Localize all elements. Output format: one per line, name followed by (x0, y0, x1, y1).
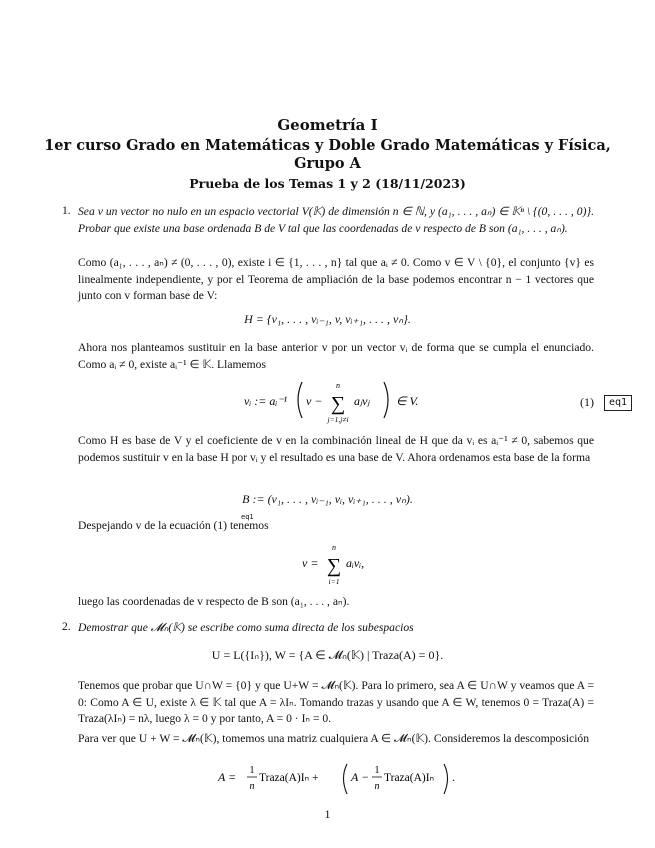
eq-v-lhs: v = (302, 556, 319, 570)
equation-decomposition (212, 760, 472, 800)
frac-num-2: 1 (374, 765, 380, 776)
problem-2-paragraph-1: Tenemos que probar que U∩W = {0} y que U+W = 𝓜ₙ(𝕂). Para lo primero, sea A ∈ U∩W y veamos que A = 0: Como A ∈ U, existe λ ∈ 𝕂 tal que A = λIₙ. Tomando trazas y usando que A ∈ W, tenemos 0 = Traza(A) = Traza(λIₙ) = nλ, luego λ = 0 y por tanto, A = 0 · Iₙ = 0. (78, 679, 594, 725)
eq1-v: v − (306, 394, 323, 408)
eq1-label-box: eq1 (604, 395, 632, 411)
eq1-number: (1) (580, 395, 594, 409)
course-title: Geometría I (277, 116, 378, 134)
eq1-sum-bottom: j=1,j≠i (327, 415, 349, 424)
eq-v-term: aᵢvᵢ, (346, 556, 365, 570)
problem-1-paragraph-4: Despejando v de la ecuación (1) tenemos (78, 519, 269, 532)
equation-1 (230, 368, 450, 428)
problem-2-paragraph-2: Para ver que U + W = 𝓜ₙ(𝕂), tomemos una matriz cualquiera A ∈ 𝓜ₙ(𝕂). Consideremos la descomposición (78, 732, 590, 745)
problem-1-paragraph-1: Como (a₁, . . . , aₙ) ≠ (0, . . . , 0), existe i ∈ {1, . . . , n} tal que aᵢ ≠ 0. Como v ∈ V \ {0}, el conjunto {v} es linealmente independiente, y por el Teorema de ampliación de la base podemos encontrar n − 1 vectores que junto con v forman base de V: (78, 256, 594, 302)
degree-title (0, 137, 655, 173)
problem-1-statement (78, 204, 594, 237)
eq1-lhs: vᵢ := aᵢ⁻¹ (244, 394, 288, 408)
group-line: Grupo A (294, 155, 361, 172)
problem-1-paragraph-3: Como H es base de V y el coeficiente de v en la combinación lineal de H que da vᵢ es aᵢ⁻¹ ≠ 0, sabemos que podemos sustituir v en la base H por vᵢ y el resultado es una base de V. Ahora ordenamos esta base de la forma (78, 434, 594, 464)
left-paren (298, 382, 302, 418)
ref-label-eq1: eq1 (241, 513, 254, 521)
eq-decomp-inner2: Traza(A)Iₙ (384, 772, 435, 784)
right-paren (444, 764, 448, 794)
left-paren (344, 764, 348, 794)
exam-title: Prueba de los Temas 1 y 2 (18/11/2023) (189, 176, 466, 191)
eq1-sum-top: n (336, 381, 340, 390)
eq-v-top: n (332, 543, 336, 552)
equation-UW: U = L({Iₙ}), W = {A ∈ 𝓜ₙ(𝕂) | Traza(A) = 0}. (211, 648, 444, 662)
eq-decomp-lhs: A = (218, 770, 237, 784)
eq-decomp-end: . (452, 770, 455, 784)
problem-1-paragraph-5: luego las coordenadas de v respecto de B son (a₁, . . . , aₙ). (78, 595, 350, 608)
eq-decomp-inner: A − (351, 770, 370, 784)
sum-symbol: ∑ (326, 555, 342, 577)
degree-line: 1er curso Grado en Matemáticas y Doble Grado Matemáticas y Física, (44, 137, 611, 154)
right-paren (384, 382, 388, 418)
frac-den-2: n (374, 781, 380, 792)
problem-2-statement (78, 620, 594, 637)
problem-1-paragraph-2: Ahora nos planteamos sustituir en la base anterior v por un vector vᵢ de forma que se cumpla el enunciado. Como aᵢ ≠ 0, existe aᵢ⁻¹ ∈ 𝕂. Llamemos (78, 341, 594, 371)
frac-den-1: n (249, 781, 255, 792)
problem-1-statement-text: Sea v un vector no nulo en un espacio vectorial V(𝕂) de dimensión n ∈ ℕ, y (a₁, . . . , aₙ) ∈ 𝕂ⁿ \ {(0, . . . , 0)}. Probar que existe una base ordenada B de V tal que las coordenadas de v respecto de B son (a₁, . . . , aₙ). (78, 205, 594, 235)
eq-decomp-mid: Traza(A)Iₙ + (259, 772, 319, 784)
problem-2-statement-text: Demostrar que 𝓜ₙ(𝕂) se escribe como suma directa de los subespacios (78, 621, 414, 634)
frac-num-1: 1 (249, 765, 255, 776)
page-number: 1 (324, 807, 331, 821)
sum-symbol: ∑ (330, 393, 346, 415)
equation-v (290, 540, 390, 586)
problem-2-number: 2. (62, 620, 71, 633)
equation-B: B := (v₁, . . . , vᵢ₋₁, vᵢ, vᵢ₊₁, . . . , vₙ). (242, 492, 413, 506)
eq1-term: aⱼvⱼ (354, 394, 370, 408)
eq-v-bottom: i=1 (328, 577, 340, 586)
equation-H: H = {v₁, . . . , vᵢ₋₁, v, vᵢ₊₁, . . . , vₙ}. (244, 312, 411, 326)
eq1-rhs: ∈ V. (396, 394, 419, 408)
problem-1-number: 1. (62, 204, 71, 217)
